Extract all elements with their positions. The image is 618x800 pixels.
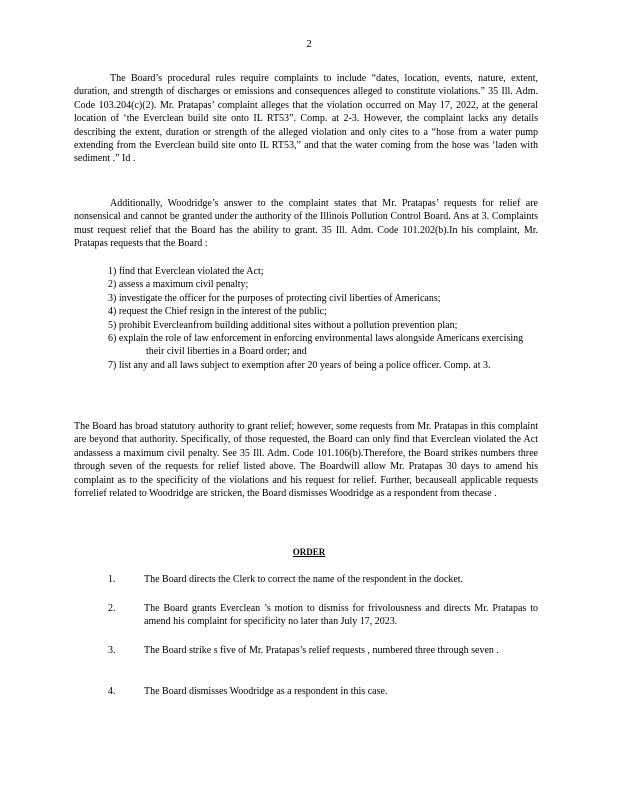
paragraph-board-authority: The Board has broad statutory authority to grant relief; however, some requests from Mr. Pratapas in this complaint are beyond that authority. Specifically, of those requested, the Board can only find that Everclean violated the Act andassess a maximum civil penalty. See 35 Ill. Adm. Code 101.106(b).Therefore, the Board strikes numbers three through seven of the requests for relief listed above. The Boardwill allow Mr. Pratapas 30 days to amend his complaint as to the specificity of the violations and his request for relief. Further, becauseall applicable requests forrelief related to Woodridge are stricken, the Board dismisses Woodridge as a respondent from thecase .	[74, 421, 538, 500]
list-item: 1) find that Everclean violated the Act;	[108, 266, 264, 277]
order-item-text: The Board directs the Clerk to correct the name of the respondent in the docket.	[144, 574, 464, 585]
order-item	[108, 644, 538, 657]
order-heading: ORDER	[292, 547, 326, 557]
order-item-text: The Board grants Everclean ’s motion to dismiss for frivolousness and directs Mr. Pratapas to amend his complaint for specificity no later than July 17, 2023.	[144, 603, 538, 628]
order-item	[108, 685, 538, 698]
list-item: 2) assess a maximum civil penalty;	[108, 279, 249, 291]
order-item-number: 1.	[108, 574, 116, 585]
page-number: 2	[306, 38, 312, 50]
order-item	[108, 602, 538, 629]
order-item	[108, 573, 538, 586]
list-item: 7) list any and all laws subject to exemption after 20 years of being a police officer. Comp. at 3.	[108, 359, 491, 371]
order-item-number: 4.	[108, 686, 116, 697]
order-item-number: 2.	[108, 603, 116, 614]
paragraph-woodridge-answer: Additionally, Woodridge’s answer to the complaint states that Mr. Pratapas’ requests for relief are nonsensical and cannot be granted under the authority of the Illinois Pollution Control Board. Ans at 3. Complaints must request relief that the Board has the ability to grant. 35 Ill. Adm. Code 101.202(b).In his complaint, Mr. Pratapas requests that the Board :	[74, 198, 538, 250]
order-item-text: The Board strike s five of Mr. Pratapas’s relief requests , numbered three through seven .	[144, 645, 499, 656]
list-item: 3) investigate the officer for the purposes of protecting civil liberties of Americans;	[108, 292, 441, 304]
list-item: 4) request the Chief resign in the interest of the public;	[108, 306, 327, 318]
relief-requests-list	[108, 265, 528, 372]
list-item: 6) explain the role of law enforcement in enforcing environmental laws alongside Americans exercising their civil liberties in a Board order; and	[108, 333, 524, 358]
paragraph-procedural-rules: The Board’s procedural rules require complaints to include “dates, location, events, nature, extent, duration, and strength of discharges or emissions and consequences alleged to constitute violations.” 35 Ill. Adm. Code 103.204(c)(2). Mr. Pratapas’ complaint alleges that the violation occurred on May 17, 2022, at the general location of ‘the Everclean build site onto IL RT53”. Comp. at 2-3. However, the complaint lacks any details describing the extent, duration or strength of the alleged violation and only cites to a “hose from a water pump extending from the Everclean build site onto IL RT53,” and that the water coming from the hose was ‘laden with sediment .” Id .	[74, 73, 538, 165]
order-item-text: The Board dismisses Woodridge as a respondent in this case.	[144, 686, 388, 697]
order-item-number: 3.	[108, 645, 116, 656]
list-item: 5) prohibit Evercleanfrom building additional sites without a pollution prevention plan;	[108, 319, 458, 331]
